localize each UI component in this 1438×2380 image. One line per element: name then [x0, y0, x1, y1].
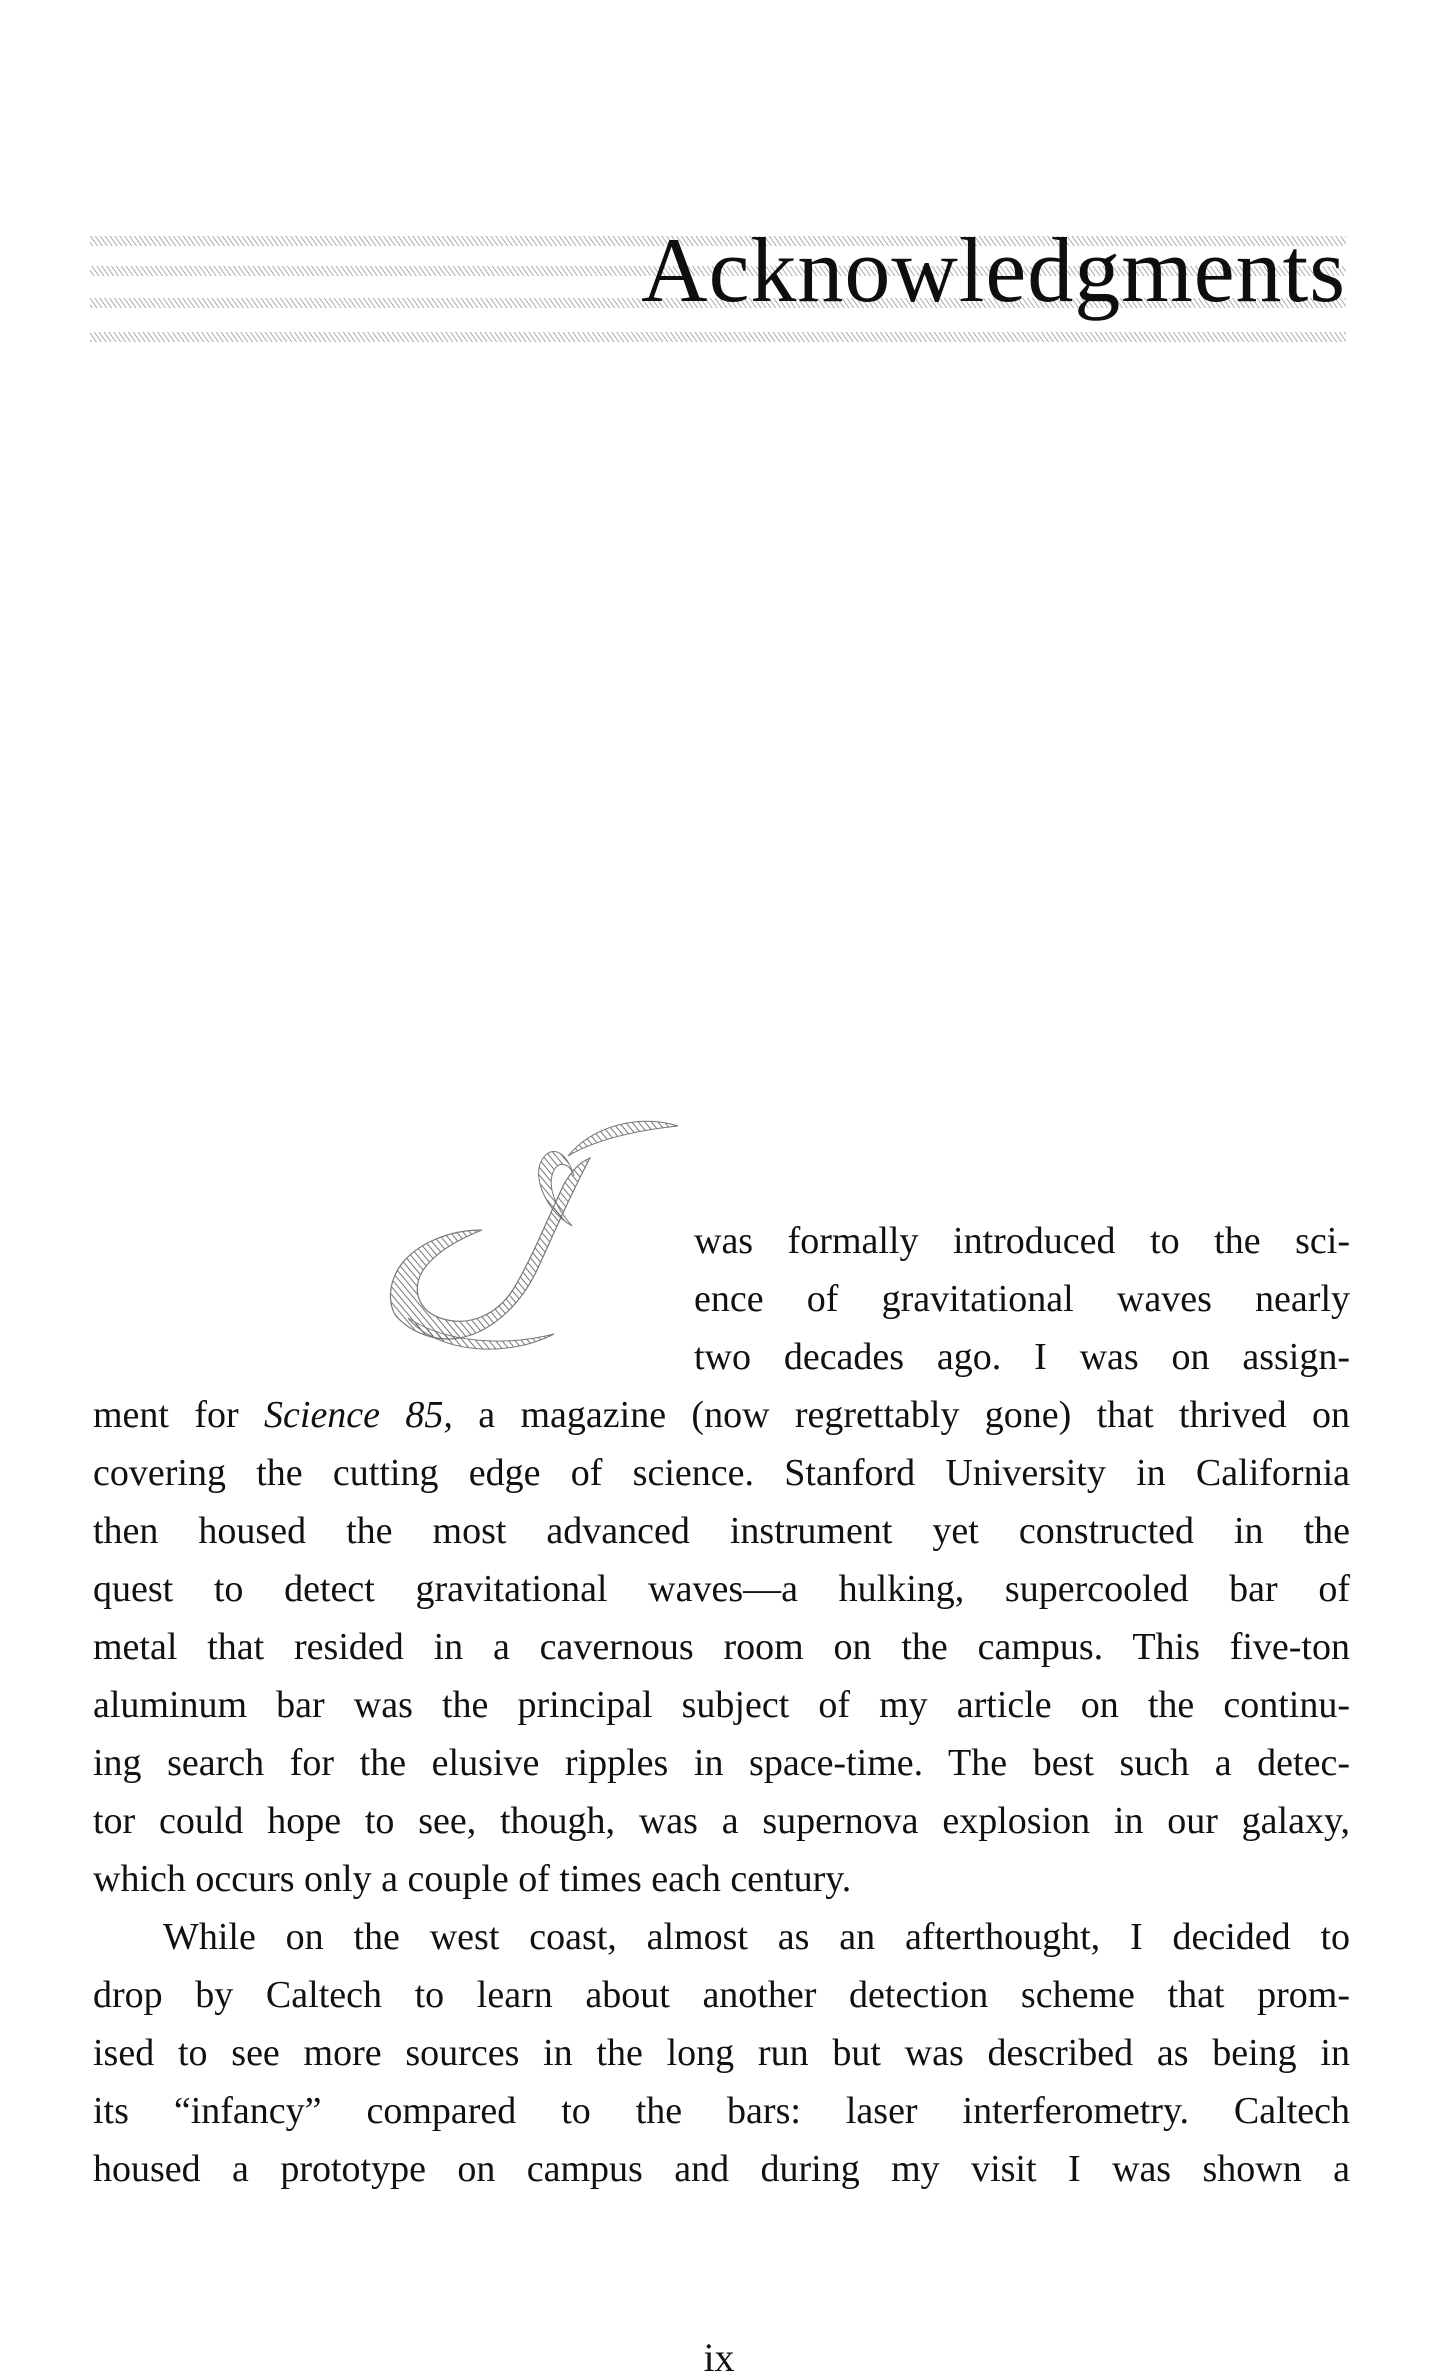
- lead-line: two decades ago. I was on assign-: [694, 1336, 1350, 1378]
- paragraph-2-line: ised to see more sources in the long run but was described as being in: [93, 2032, 1350, 2074]
- lead-line: was formally introduced to the sci-: [694, 1220, 1350, 1262]
- paragraph-1-line: aluminum bar was the principal subject of my article on the continu-: [93, 1684, 1350, 1726]
- lead-paragraph-opening: [694, 1212, 1350, 1386]
- drop-cap-icon: [378, 1108, 698, 1368]
- chapter-heading: [90, 219, 1346, 356]
- magazine-title: Science 85,: [264, 1394, 453, 1436]
- paragraph-1-line: which occurs only a couple of times each century.: [93, 1858, 852, 1900]
- paragraph-2-line: housed a prototype on campus and during my visit I was shown a: [93, 2148, 1350, 2190]
- heading-rule: [90, 332, 1346, 342]
- paragraph-1-line: covering the cutting edge of science. Stanford University in California: [93, 1452, 1350, 1494]
- body-text: [93, 1386, 1350, 2198]
- text-run: a magazine (now regrettably gone) that thrived on: [452, 1394, 1351, 1436]
- paragraph-1-line: quest to detect gravitational waves—a hulking, supercooled bar of: [93, 1568, 1350, 1610]
- paragraph-1-line: then housed the most advanced instrument yet constructed in the: [93, 1510, 1350, 1552]
- lead-line: ence of gravitational waves nearly: [694, 1278, 1350, 1320]
- paragraph-1-line: [93, 1386, 1350, 1444]
- paragraph-1-line: tor could hope to see, though, was a supernova explosion in our galaxy,: [93, 1800, 1350, 1842]
- paragraph-1-line: metal that resided in a cavernous room on the campus. This five-ton: [93, 1626, 1350, 1668]
- page-title: Acknowledgments: [641, 219, 1346, 321]
- text-run: ment for: [93, 1394, 265, 1436]
- paragraph-2-line: While on the west coast, almost as an afterthought, I decided to: [163, 1916, 1350, 1958]
- paragraph-1-line: ing search for the elusive ripples in space-time. The best such a detec-: [93, 1742, 1350, 1784]
- paragraph-2-line: drop by Caltech to learn about another detection scheme that prom-: [93, 1974, 1350, 2016]
- paragraph-2-line: its “infancy” compared to the bars: laser interferometry. Caltech: [93, 2090, 1350, 2132]
- page-number: ix: [703, 2335, 735, 2380]
